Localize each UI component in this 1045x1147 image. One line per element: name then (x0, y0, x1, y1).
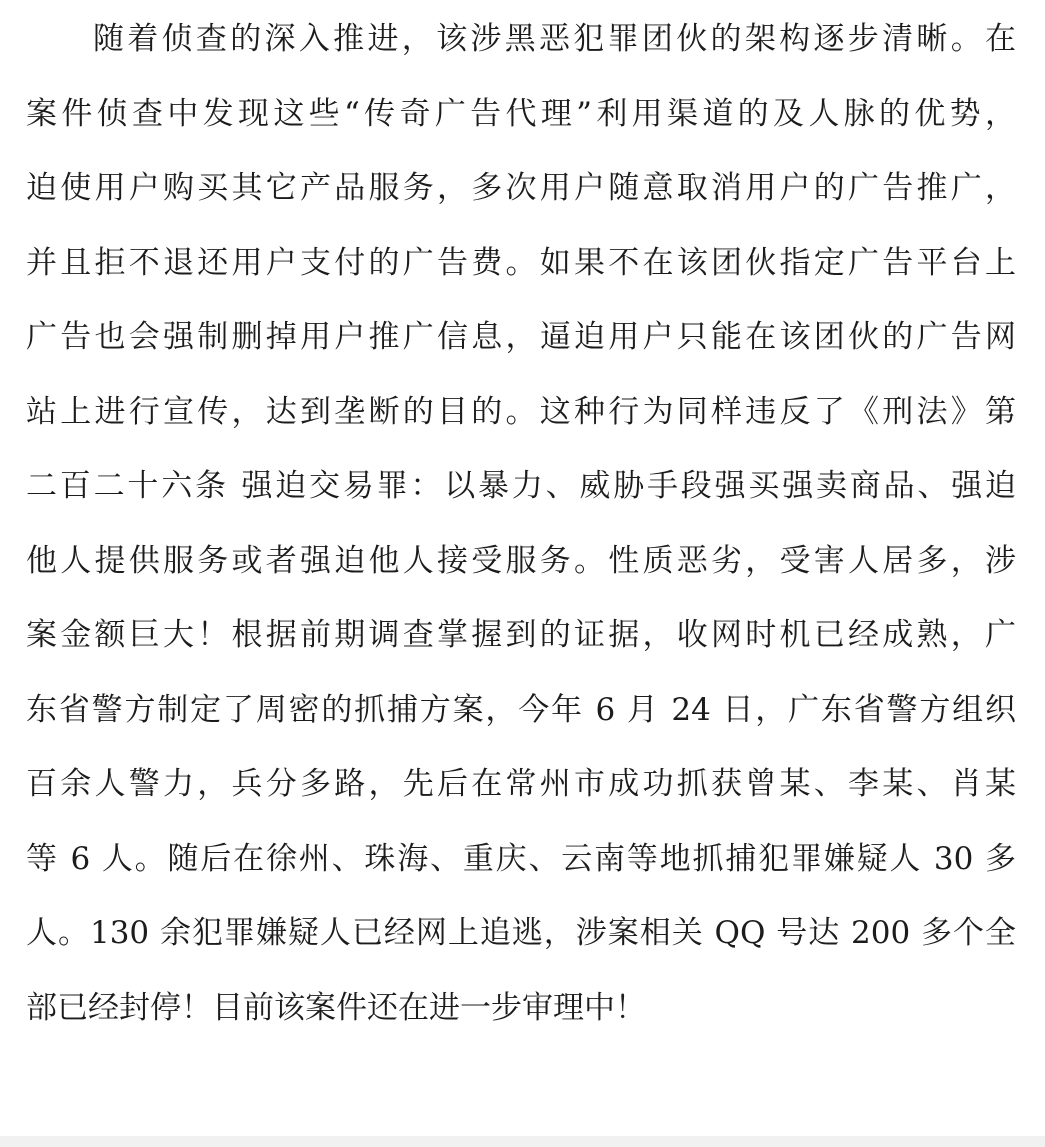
paragraph-line: 站上进行宣传，达到垄断的目的。这种行为同样违反了《刑法》第 (26, 393, 1016, 430)
paragraph-line: 等 6 人。随后在徐州、珠海、重庆、云南等地抓捕犯罪嫌疑人 30 多 (26, 840, 1016, 877)
paragraph-line: 二百二十六条 强迫交易罪：以暴力、威胁手段强买强卖商品、强迫 (26, 468, 1016, 504)
paragraph-line: 人。130 余犯罪嫌疑人已经网上追逃，涉案相关 QQ 号达 200 多个全 (26, 915, 1016, 951)
paragraph-line: 迫使用户购买其它产品服务，多次用户随意取消用户的广告推广， (26, 170, 1016, 206)
paragraph-line: 东省警方制定了周密的抓捕方案，今年 6 月 24 日，广东省警方组织 (26, 691, 1016, 728)
paragraph-line: 案件侦查中发现这些“传奇广告代理”利用渠道的及人脉的优势， (26, 95, 1016, 132)
paragraph-line: 随着侦查的深入推进，该涉黑恶犯罪团伙的架构逐步清晰。在 (93, 21, 1016, 57)
paragraph-line: 部已经封停！目前该案件还在进一步审理中！ (26, 989, 646, 1026)
paragraph-line: 广告也会强制删掉用户推广信息，逼迫用户只能在该团伙的广告网 (26, 319, 1016, 355)
paragraph-line: 并且拒不退还用户支付的广告费。如果不在该团伙指定广告平台上 (26, 244, 1016, 281)
paragraph-line: 案金额巨大！根据前期调查掌握到的证据，收网时机已经成熟，广 (26, 617, 1016, 653)
paragraph-line: 他人提供服务或者强迫他人接受服务。性质恶劣，受害人居多，涉 (26, 542, 1016, 579)
page-bottom-edge (0, 1136, 1045, 1147)
body-paragraph (26, 12, 1016, 1055)
paragraph-line: 百余人警力，兵分多路，先后在常州市成功抓获曾某、李某、肖某 (26, 766, 1016, 802)
